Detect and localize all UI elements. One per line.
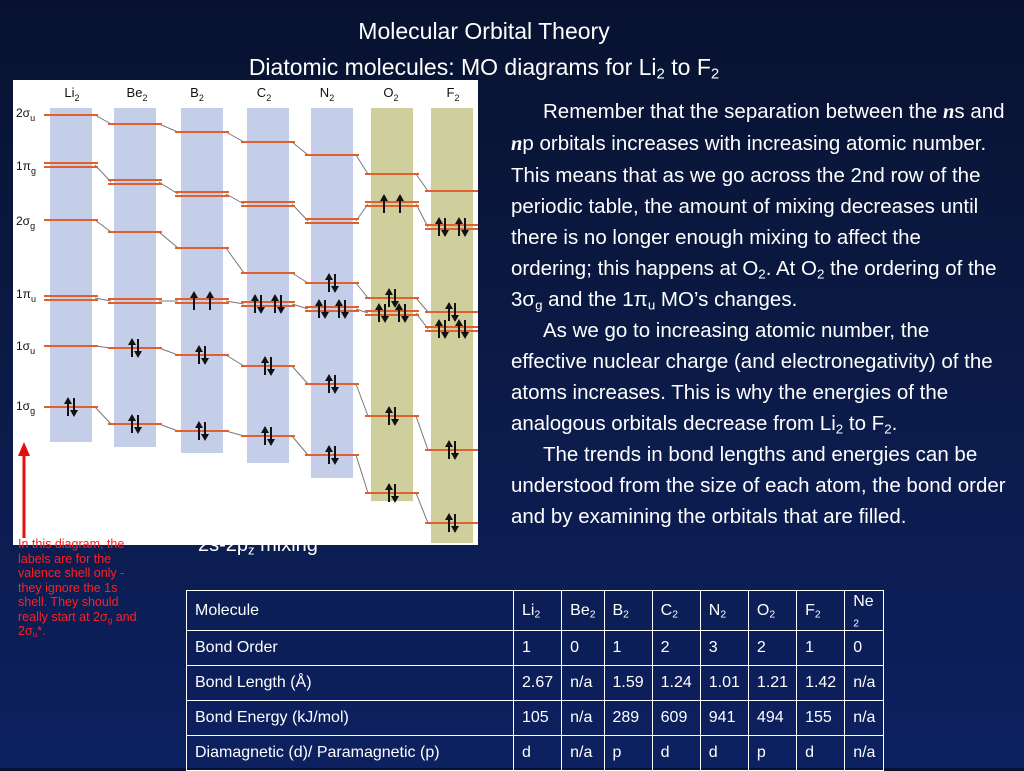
table-cell: 941 — [700, 701, 748, 736]
connector-line — [416, 174, 428, 191]
connector-line — [95, 220, 111, 232]
orbital-label: $2\sigma_u$ — [16, 106, 36, 123]
table-row-label: Bond Order — [187, 631, 514, 666]
connector-line — [416, 416, 428, 450]
table-cell: 0 — [562, 631, 604, 666]
molecule-label: $O_2$ — [383, 85, 399, 103]
molecule-label: $F_2$ — [446, 85, 460, 103]
table-cell: n/a — [845, 666, 884, 701]
bond-properties-table — [186, 590, 884, 771]
table-cell: d — [700, 736, 748, 771]
table-header-label: Molecule — [187, 591, 514, 631]
molecule-label: $N_2$ — [319, 85, 335, 103]
table-row — [187, 666, 884, 701]
molecule-panel — [114, 108, 156, 447]
connector-line — [95, 115, 111, 124]
orbital-label: $1\pi_g$ — [16, 159, 36, 176]
table-cell: p — [748, 736, 796, 771]
molecule-panel — [181, 108, 223, 453]
connector-line — [416, 204, 428, 227]
paragraph-trends: The trends in bond lengths and energies can be understood from the size of each atom, the bond order and by examining the orbitals that are filled. — [511, 443, 1006, 528]
connector-line — [292, 273, 308, 283]
table-cell: p — [604, 736, 652, 771]
table-cell: 1 — [797, 631, 845, 666]
table-cell: 494 — [748, 701, 796, 736]
table-header-cell: Ne $_2$ — [845, 591, 884, 631]
table-header-cell: $C_2$ — [652, 591, 700, 631]
diagram-note: In this diagram, the labels are for the valence shell only - they ignore the 1s shell. They should really start at $2\sigma_g$ and $2\sigma_u*$. — [18, 537, 137, 640]
connector-line — [159, 424, 178, 431]
table-cell: 289 — [604, 701, 652, 736]
table-cell: d — [514, 736, 562, 771]
table-cell: 105 — [514, 701, 562, 736]
mo-diagram — [13, 80, 478, 545]
table-cell: 609 — [652, 701, 700, 736]
table-row — [187, 631, 884, 666]
table-row-label: Bond Length (Å) — [187, 666, 514, 701]
table-cell: 1.01 — [700, 666, 748, 701]
table-header-cell: $B_2$ — [604, 591, 652, 631]
mixing-label: $2s-2p_z$ mixing — [198, 534, 318, 558]
connector-line — [226, 248, 244, 273]
table-cell: 1.59 — [604, 666, 652, 701]
molecule-panel — [247, 108, 289, 463]
connector-line — [356, 384, 368, 416]
slide-title: Molecular Orbital Theory — [358, 18, 610, 44]
connector-line — [95, 407, 111, 424]
table-cell: d — [652, 736, 700, 771]
table-cell: 1 — [604, 631, 652, 666]
molecule-panel — [371, 108, 413, 501]
table-cell: 2 — [748, 631, 796, 666]
table-header-row — [187, 591, 884, 631]
connector-line — [292, 436, 308, 455]
explanation-text — [511, 96, 1006, 532]
table-cell: 1.21 — [748, 666, 796, 701]
connector-line — [226, 355, 244, 366]
table-row-label: Bond Energy (kJ/mol) — [187, 701, 514, 736]
table-cell: n/a — [562, 701, 604, 736]
table-cell: n/a — [845, 736, 884, 771]
table-row-label: Diamagnetic (d)/ Paramagnetic (p) — [187, 736, 514, 771]
table-cell: 3 — [700, 631, 748, 666]
connector-line — [159, 232, 178, 248]
table-row — [187, 701, 884, 736]
connector-line — [356, 155, 368, 174]
molecule-label: $Be_2$ — [126, 85, 148, 103]
paragraph-mixing: Remember that the separation between the ns and np orbitals increases with increasing atomic number. This means that as we go across the 2nd row of the periodic table, the amount of mixing decreases until there is no longer enough mixing to affect the ordering; this happens at $O_2$. At $O_2$ the ordering of the $3\sigma_g$ and the $1\pi_u$ MO’s changes. — [511, 100, 1005, 313]
orbital-label: $1\pi_u$ — [16, 287, 36, 304]
table-cell: 1 — [514, 631, 562, 666]
molecule-label: $B_2$ — [190, 85, 204, 103]
table-header-cell: $O_2$ — [748, 591, 796, 631]
connector-line — [416, 493, 428, 523]
molecule-label: $C_2$ — [256, 85, 272, 103]
mo-diagram-svg — [13, 80, 478, 545]
table-header-cell: $N_2$ — [700, 591, 748, 631]
molecule-panel — [311, 108, 353, 478]
connector-line — [356, 455, 368, 493]
table-cell: 2.67 — [514, 666, 562, 701]
connector-line — [292, 366, 308, 384]
table-cell: 1.42 — [797, 666, 845, 701]
paragraph-nuclear-charge: As we go to increasing atomic number, the effective nuclear charge (and electronegativity) of the atoms increases. This is why the energies of the analogous orbitals decrease from $Li_2$ to $F_2$. — [511, 319, 993, 437]
table-cell: 155 — [797, 701, 845, 736]
orbital-label: $1\sigma_u$ — [16, 339, 36, 356]
table-cell: 2 — [652, 631, 700, 666]
slide-subtitle: Diatomic molecules: MO diagrams for $Li_2$ to $F_2$ — [248, 54, 720, 83]
connector-line — [226, 132, 244, 142]
connector-line — [416, 298, 428, 312]
connector-line — [159, 124, 178, 132]
table-header-cell: $Be_2$ — [562, 591, 604, 631]
table-header-cell: $Li_2$ — [514, 591, 562, 631]
orbital-label: $1\sigma_g$ — [16, 399, 36, 416]
table-cell: 1.24 — [652, 666, 700, 701]
connector-line — [356, 283, 368, 298]
table-cell: d — [797, 736, 845, 771]
molecule-label: $Li_2$ — [64, 85, 80, 103]
connector-line — [292, 142, 308, 155]
orbital-label: $2\sigma_g$ — [16, 214, 36, 231]
connector-line — [159, 348, 178, 355]
table-cell: n/a — [562, 666, 604, 701]
table-cell: 0 — [845, 631, 884, 666]
table-row — [187, 736, 884, 771]
molecule-panel — [50, 108, 92, 442]
energy-arrow — [14, 440, 34, 540]
table-cell: n/a — [562, 736, 604, 771]
table-cell: n/a — [845, 701, 884, 736]
table-header-cell: $F_2$ — [797, 591, 845, 631]
